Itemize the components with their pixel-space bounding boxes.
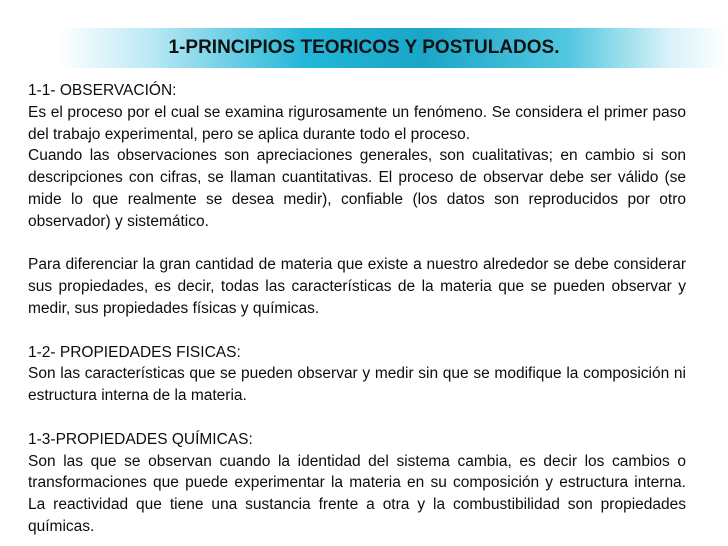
paragraph-observacion-definition: Es el proceso por el cual se examina rigurosamente un fenómeno. Se considera el primer paso del trabajo experimental, pero se aplica durante todo el proceso. bbox=[28, 103, 686, 143]
section-heading-observacion: 1-1- OBSERVACIÓN: bbox=[28, 82, 177, 99]
slide-title: 1-PRINCIPIOS TEORICOS Y POSTULADOS. bbox=[168, 37, 560, 58]
section-heading-fisicas: 1-2- PROPIEDADES FISICAS: bbox=[28, 343, 241, 361]
paragraph-fisicas: Son las características que se pueden observar y medir sin que se modifique la composición ni estructura interna de la materia. bbox=[28, 365, 686, 405]
paragraph-observacion-types: Cuando las observaciones son apreciaciones generales, son cualitativas; en cambio si son descripciones con cifras, se llaman cuantitativas. El proceso de observar debe ser válido (se mide lo que realmente se desea medir), confiable (los datos son reproducidos por otro observador) y sistemático. bbox=[28, 147, 686, 230]
spacer bbox=[28, 407, 686, 429]
slide-body bbox=[28, 80, 686, 538]
section-heading-quimicas: 1-3-PROPIEDADES QUÍMICAS: bbox=[28, 430, 253, 448]
spacer bbox=[28, 233, 686, 255]
paragraph-quimicas: Son las que se observan cuando la identidad del sistema cambia, es decir los cambios o transformaciones que puede experimentar la materia en su composición y estructura interna. La reactividad que tiene una sustancia frente a otra y la combustibilidad son propiedades químicas. bbox=[28, 452, 686, 535]
spacer bbox=[28, 320, 686, 342]
paragraph-propiedades-intro: Para diferenciar la gran cantidad de materia que existe a nuestro alrededor se debe considerar sus propiedades, es decir, todas las características de la materia que se pueden observar y medir, sus propiedades físicas y químicas. bbox=[28, 256, 686, 317]
